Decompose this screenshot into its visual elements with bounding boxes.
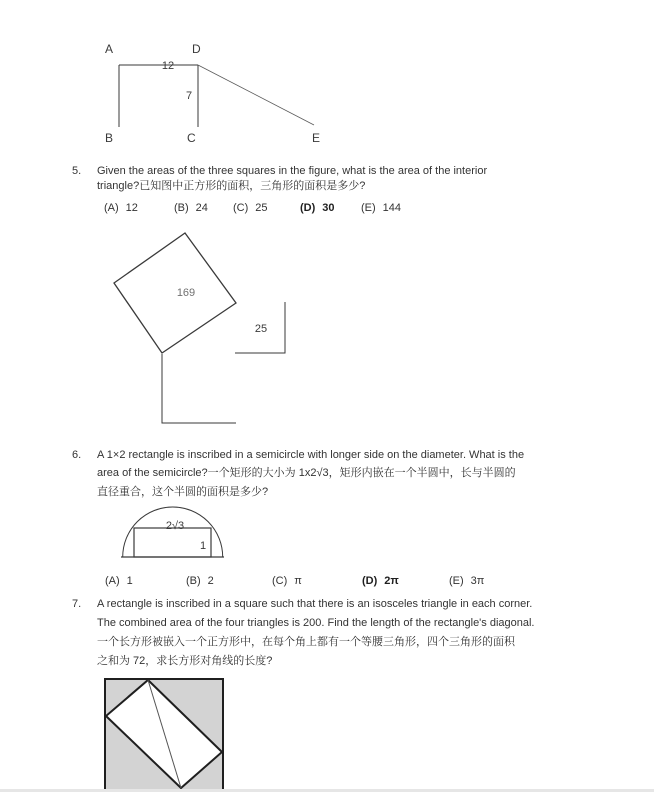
- option-c: [272, 575, 302, 587]
- question-7-text-line-2: The combined area of the four triangles is 200. Find the length of the rectangle's diagonal.: [97, 617, 535, 629]
- square-25-area-label: 25: [254, 323, 268, 335]
- option-value: 1: [126, 575, 133, 587]
- side-dc-measure: 7: [185, 90, 193, 102]
- option-e: [361, 202, 401, 214]
- option-c: [233, 202, 268, 214]
- figure-rectangle-abcde: [88, 35, 358, 150]
- vertex-c-label: C: [187, 131, 196, 145]
- option-value: 3π: [470, 575, 485, 587]
- square-bottom-partial: [162, 354, 236, 423]
- option-value: 30: [322, 202, 335, 214]
- option-b: [186, 575, 214, 587]
- rectangle-width-label: 2√3: [165, 520, 185, 532]
- option-label: (A): [104, 202, 119, 214]
- option-a: [104, 202, 138, 214]
- question-7-text-line-1: A rectangle is inscribed in a square such that there is an isosceles triangle in each corner.: [97, 598, 533, 610]
- semicircle-arc: [123, 507, 223, 557]
- rectangle-height-label: 1: [199, 540, 207, 552]
- option-label: (B): [186, 575, 201, 587]
- option-label: (C): [233, 202, 249, 214]
- segment-de: [198, 65, 314, 125]
- option-label: (B): [174, 202, 189, 214]
- question-5-text-line-2: triangle?已知图中正方形的面积，三角形的面积是多少?: [97, 180, 366, 192]
- figure-square-inscribed-rectangle: [100, 674, 232, 794]
- question-7-text-line-4: 之和为 72，求长方形对角线的长度?: [97, 655, 273, 667]
- vertex-e-label: E: [312, 131, 321, 145]
- vertex-d-label: D: [192, 42, 201, 56]
- question-6-text-line-3: 直径重合，这个半圆的面积是多少?: [97, 486, 269, 498]
- option-label: (E): [361, 202, 376, 214]
- figure-three-squares: [100, 220, 300, 430]
- option-e: [449, 575, 484, 587]
- option-b: [174, 202, 208, 214]
- option-a: [105, 575, 133, 587]
- square-169-area-label: 169: [176, 287, 196, 299]
- figure-semicircle-rectangle: [110, 498, 240, 568]
- option-label: (D): [300, 202, 316, 214]
- option-value: 24: [195, 202, 208, 214]
- side-ad-measure: 12: [161, 60, 175, 72]
- option-value: 144: [382, 202, 402, 214]
- option-value: π: [294, 575, 302, 587]
- question-5-number: 5.: [72, 165, 82, 177]
- vertex-b-label: B: [105, 131, 114, 145]
- question-5-text-line-1: Given the areas of the three squares in the figure, what is the area of the interior: [97, 165, 488, 177]
- vertex-a-label: A: [105, 42, 114, 56]
- option-d-answer: [362, 575, 399, 587]
- question-7-number: 7.: [72, 598, 82, 610]
- question-6-text-line-2: area of the semicircle?一个矩形的大小为 1x2√3，矩形内嵌在一个半圆中，长与半圆的: [97, 467, 516, 479]
- option-label: (A): [105, 575, 120, 587]
- option-value: 2: [207, 575, 214, 587]
- option-label: (C): [272, 575, 288, 587]
- option-d-answer: [300, 202, 335, 214]
- option-label: (D): [362, 575, 378, 587]
- question-6-options: [0, 575, 654, 589]
- tilted-square-169: [114, 233, 236, 353]
- option-label: (E): [449, 575, 464, 587]
- option-value: 2π: [384, 575, 399, 587]
- option-value: 12: [125, 202, 138, 214]
- question-7-text-line-3: 一个长方形被嵌入一个正方形中，在每个角上都有一个等腰三角形，四个三角形的面积: [97, 636, 515, 648]
- option-value: 25: [255, 202, 268, 214]
- question-5-options: [0, 202, 654, 216]
- question-6-text-line-1: A 1×2 rectangle is inscribed in a semicircle with longer side on the diameter. What is the: [97, 449, 525, 461]
- question-6-number: 6.: [72, 449, 82, 461]
- page-bottom-divider: [0, 789, 654, 792]
